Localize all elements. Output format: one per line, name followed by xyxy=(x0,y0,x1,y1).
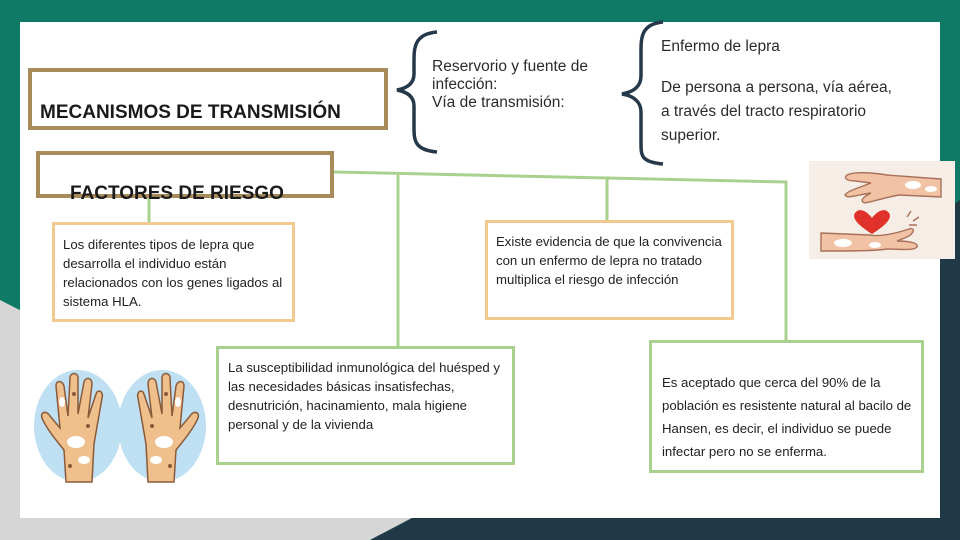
resistance-factor-text: Es aceptado que cerca del 90% de la población es resistente natural al bacilo de Hansen, es decir, el individuo se puede infectar pero no se enferma. xyxy=(662,375,912,459)
risk-factors-title: FACTORES DE RIESGO xyxy=(70,183,284,204)
spotted-hands-illustration xyxy=(30,364,210,492)
contact-factor-card xyxy=(485,220,734,320)
contact-factor-text: Existe evidencia de que la convivencia con un enfermo de lepra no tratado multiplica el riesgo de infección xyxy=(496,234,722,287)
mechanisms-title-box xyxy=(28,68,388,130)
transmission-labels xyxy=(432,58,632,112)
green-connector-main xyxy=(334,172,786,182)
hla-factor-text: Los diferentes tipos de lepra que desarrolla el individuo están relacionados con los genes ligados al sistema HLA. xyxy=(63,237,283,309)
route-value: De persona a persona, vía aérea, a través del tracto respiratorio superior. xyxy=(661,79,892,144)
left-brace-icon xyxy=(397,32,437,152)
mechanisms-title: MECANISMOS DE TRANSMISIÓN xyxy=(40,102,341,123)
resistance-factor-card xyxy=(649,340,924,473)
reservoir-value: Enfermo de lepra xyxy=(661,38,780,55)
reservoir-label: Reservorio y fuente de infección: xyxy=(432,58,588,93)
susceptibility-factor-text: La susceptibilidad inmunológica del huésped y las necesidades básicas insatisfechas, desnutrición, hacinamiento, mala higiene personal y de la vivienda xyxy=(228,360,500,432)
susceptibility-factor-card xyxy=(216,346,515,465)
risk-factors-title-box xyxy=(36,151,334,204)
hands-heart-illustration xyxy=(809,161,955,259)
hla-factor-card xyxy=(52,222,295,322)
route-label: Vía de transmisión: xyxy=(432,94,565,111)
